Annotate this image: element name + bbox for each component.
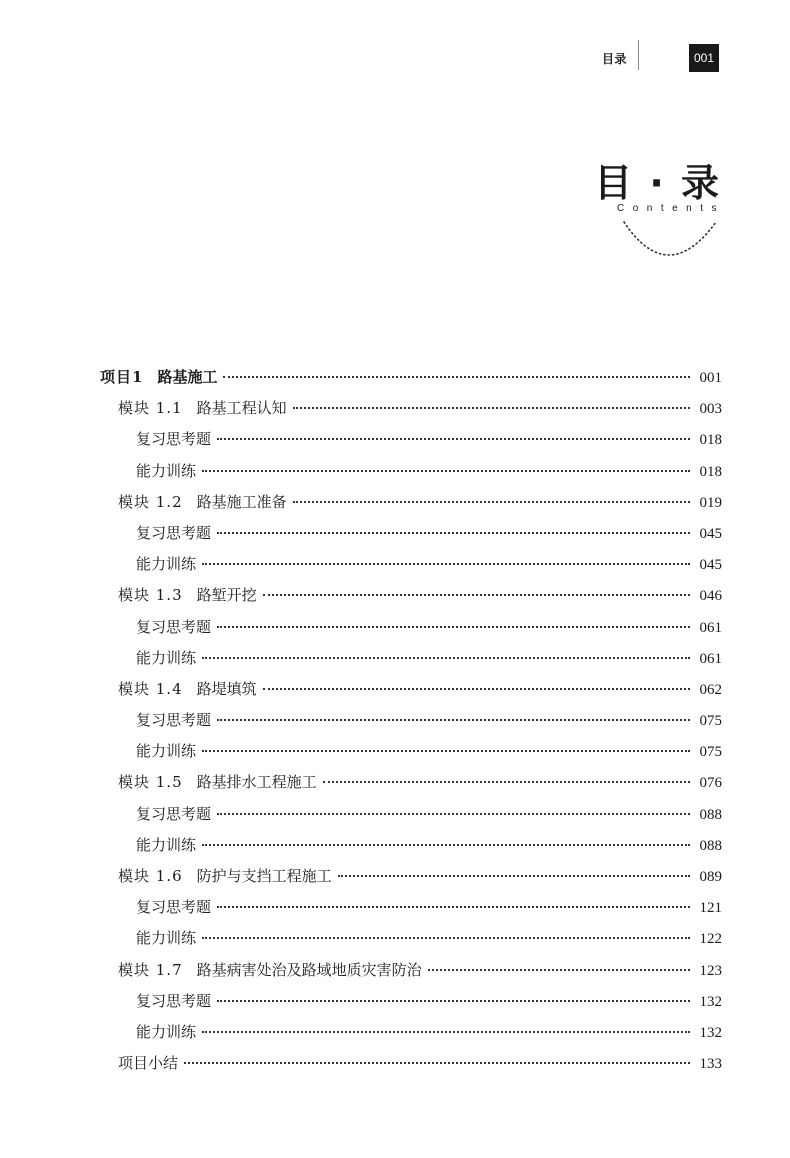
toc-entry[interactable] (100, 803, 722, 834)
toc-entry-title: 路基工程认知 (196, 399, 287, 418)
page-subtitle: Contents (617, 203, 726, 214)
toc-entry[interactable] (100, 616, 722, 647)
toc-entry-title: 路堤填筑 (196, 679, 257, 698)
toc-entry-title: 路基施工 (157, 368, 218, 386)
toc-entry-title: 能力训练 (136, 835, 197, 854)
dot-leader (184, 1061, 690, 1064)
page-title: 目 · 录 (594, 161, 721, 205)
toc-entry-page: 133 (699, 1056, 722, 1073)
toc-entry-page: 088 (699, 806, 722, 823)
dot-leader (202, 843, 690, 846)
toc-entry-title: 路堑开挖 (196, 586, 257, 605)
toc-entry-number: 模块 1.7 (118, 960, 183, 979)
toc-entry[interactable] (100, 740, 722, 771)
toc-entry-page: 003 (699, 401, 722, 418)
toc-entry-title: 复习思考题 (136, 523, 212, 542)
header-divider (638, 40, 639, 70)
toc-entry-page: 122 (699, 931, 722, 948)
toc-entry-page: 045 (699, 525, 722, 542)
toc-entry-page: 075 (699, 744, 722, 761)
toc-entry-title: 复习思考题 (136, 430, 212, 449)
toc-entry-page: 061 (699, 650, 722, 667)
toc-entry-page: 121 (699, 900, 722, 917)
dot-leader (428, 968, 690, 971)
toc-entry-title: 能力训练 (136, 742, 197, 761)
dot-leader (202, 749, 690, 752)
toc-entry-title: 复习思考题 (136, 617, 212, 636)
dot-leader (338, 874, 690, 877)
toc-entry-page: 132 (699, 1024, 722, 1041)
toc-entry-page: 075 (699, 713, 722, 730)
toc-entry[interactable] (100, 428, 722, 459)
toc-entry-title: 复习思考题 (136, 711, 212, 730)
toc-entry-number: 项目1 (100, 368, 144, 386)
dot-leader (263, 593, 690, 596)
toc-entry-number: 模块 1.1 (118, 399, 183, 418)
toc-entry-page: 089 (699, 869, 722, 885)
dot-leader (202, 936, 690, 939)
toc-entry-number: 模块 1.3 (118, 586, 183, 605)
toc-entry-number: 模块 1.5 (118, 773, 183, 792)
dot-leader (217, 625, 690, 628)
toc-entry-number: 模块 1.6 (118, 867, 183, 885)
toc-entry[interactable] (100, 647, 722, 678)
toc-entry-title: 能力训练 (136, 648, 197, 667)
toc-entry[interactable] (100, 491, 722, 522)
toc-entry-title: 路基排水工程施工 (196, 773, 317, 792)
toc-entry-number: 模块 1.4 (118, 679, 183, 698)
toc-entry[interactable] (100, 709, 722, 740)
toc-entry[interactable] (100, 990, 722, 1021)
toc-entry-page: 018 (699, 463, 722, 480)
toc-entry-title: 复习思考题 (136, 991, 212, 1010)
toc-entry[interactable] (100, 1021, 722, 1052)
toc-entry[interactable] (100, 522, 722, 553)
toc-entry-title: 能力训练 (136, 555, 197, 574)
dotted-arc-ornament (620, 210, 720, 260)
toc-entry[interactable] (100, 553, 722, 584)
dot-leader (293, 500, 690, 503)
running-header-label: 目录 (602, 52, 628, 66)
toc-entry-page: 088 (699, 837, 722, 854)
toc-entry[interactable] (100, 865, 722, 896)
toc-entry-title: 路基施工准备 (196, 492, 287, 511)
dot-leader (202, 656, 690, 659)
toc-entry[interactable] (100, 678, 722, 709)
dot-leader (217, 531, 690, 534)
dot-leader (202, 562, 690, 565)
toc-entry-page: 123 (699, 962, 722, 979)
page-number-badge: 001 (689, 44, 719, 72)
toc-entry-page: 076 (699, 775, 722, 792)
dot-leader (202, 469, 690, 472)
dot-leader (223, 375, 690, 378)
toc-entry-number: 模块 1.2 (118, 492, 183, 511)
toc-entry-title: 防护与支挡工程施工 (196, 867, 332, 885)
toc-entry[interactable] (100, 834, 722, 865)
toc-entry[interactable] (100, 896, 722, 927)
dot-leader (323, 780, 690, 783)
toc-entry[interactable] (100, 397, 722, 428)
dot-leader (293, 406, 690, 409)
toc-entry-title: 复习思考题 (136, 804, 212, 823)
toc-entry-page: 046 (699, 588, 722, 605)
toc-entry[interactable] (100, 584, 722, 615)
toc-entry-page: 001 (699, 370, 722, 386)
toc-entry-page: 062 (699, 681, 722, 698)
toc-entry-page: 061 (699, 619, 722, 636)
toc-entry-page: 045 (699, 557, 722, 574)
dot-leader (217, 999, 690, 1002)
toc-entry-page: 018 (699, 432, 722, 449)
dot-leader (217, 718, 690, 721)
toc-entry-title: 能力训练 (136, 1022, 197, 1041)
toc-entry[interactable] (100, 771, 722, 802)
toc-entry-page: 132 (699, 993, 722, 1010)
toc-entry-title: 能力训练 (136, 929, 197, 948)
toc-entry-title: 项目小结 (118, 1054, 179, 1073)
toc-entry[interactable] (100, 959, 722, 990)
dot-leader (202, 1030, 690, 1033)
toc-entry-page: 019 (699, 494, 722, 511)
dot-leader (217, 905, 690, 908)
toc-entry-title: 复习思考题 (136, 898, 212, 917)
dot-leader (217, 812, 690, 815)
toc-entry[interactable] (100, 460, 722, 491)
table-of-contents (100, 366, 722, 1083)
toc-entry[interactable] (100, 1052, 722, 1083)
dot-leader (263, 687, 690, 690)
toc-entry-title: 路基病害处治及路域地质灾害防治 (196, 960, 422, 979)
toc-entry-title: 能力训练 (136, 461, 197, 480)
dot-leader (217, 437, 690, 440)
toc-entry[interactable] (100, 927, 722, 958)
toc-entry[interactable] (100, 366, 722, 397)
